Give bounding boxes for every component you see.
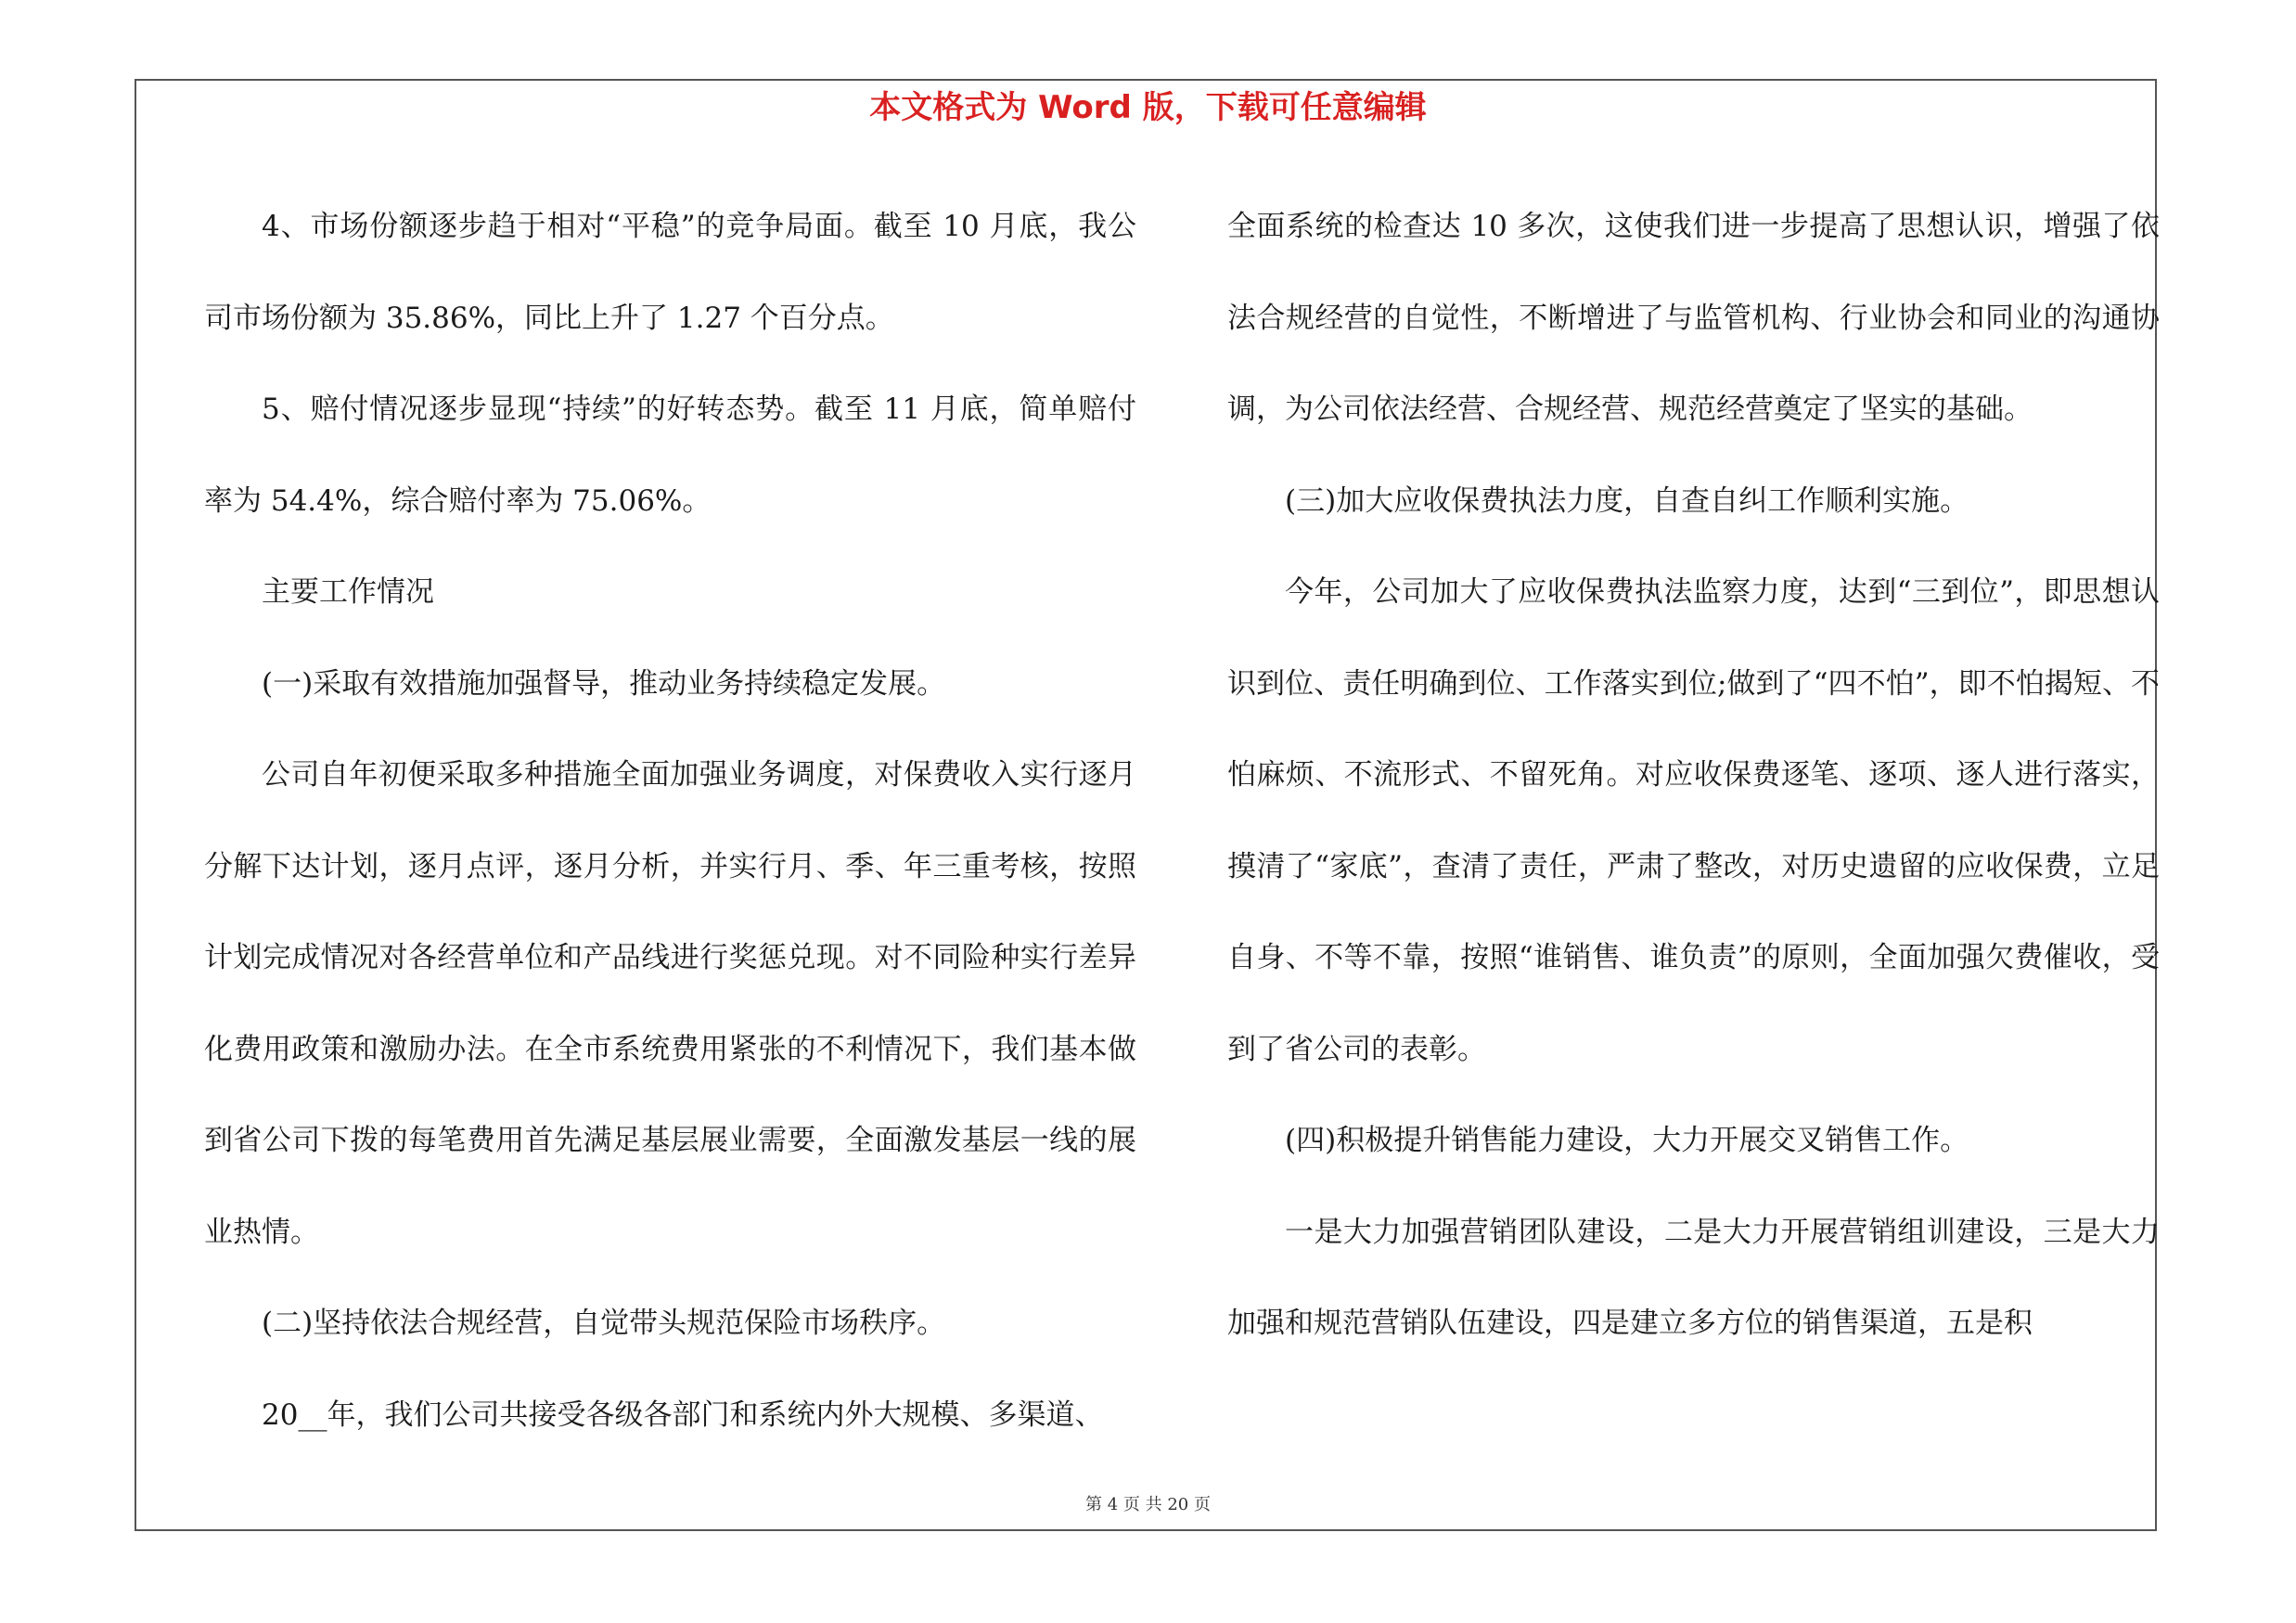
right-text-column (1227, 181, 2160, 1370)
paragraph: 4、市场份额逐步趋于相对“平稳”的竞争局面。截至 10 月底，我公司市场份额为 35.86%，同比上升了 1.27 个百分点。 (204, 210, 1136, 335)
subsection-heading: (二)坚持依法合规经营，自觉带头规范保险市场秩序。 (262, 1307, 946, 1340)
paragraph: 20__年，我们公司共接受各级各部门和系统内外大规模、多渠道、 (262, 1398, 1104, 1432)
left-text-column (204, 181, 1136, 1461)
word-format-banner: 本文格式为 Word 版，下载可任意编辑 (869, 89, 1427, 126)
subsection-heading: (三)加大应收保费执法力度，自查自纠工作顺利实施。 (1285, 483, 1969, 518)
subsection-heading: (一)采取有效措施加强督导，推动业务持续稳定发展。 (262, 666, 946, 701)
subsection-heading: (四)积极提升销售能力建设，大力开展交叉销售工作。 (1285, 1124, 1969, 1157)
paragraph: 今年，公司加大了应收保费执法监察力度，达到“三到位”，即思想认识到位、责任明确到位、工作落实到位;做到了“四不怕”，即不怕揭短、不怕麻烦、不流形式、不留死角。对应收保费逐笔、逐项、逐人进行落实，摸清了“家底”，查清了责任，严肃了整改，对历史遗留的应收保费，立足自身、不等不靠，按照“谁销售、谁负责”的原则，全面加强欠费催收，受到了省公司的表彰。 (1227, 575, 2160, 1066)
paragraph-continuation: 全面系统的检查达 10 多次，这使我们进一步提高了思想认识，增强了依法合规经营的自觉性，不断增进了与监管机构、行业协会和同业的沟通协调，为公司依法经营、合规经营、规范经营奠定了坚实的基础。 (1227, 210, 2160, 426)
paragraph: 一是大力加强营销团队建设，二是大力开展营销组训建设，三是大力加强和规范营销队伍建设，四是建立多方位的销售渠道，五是积 (1227, 1215, 2160, 1340)
section-heading: 主要工作情况 (262, 575, 434, 609)
paragraph: 5、赔付情况逐步显现“持续”的好转态势。截至 11 月底，简单赔付率为 54.4%，综合赔付率为 75.06%。 (204, 393, 1136, 518)
paragraph: 公司自年初便采取多种措施全面加强业务调度，对保费收入实行逐月分解下达计划，逐月点评，逐月分析，并实行月、季、年三重考核，按照计划完成情况对各经营单位和产品线进行奖惩兑现。对不同险种实行差异化费用政策和激励办法。在全市系统费用紧张的不利情况下，我们基本做到省公司下拨的每笔费用首先满足基层展业需要，全面激发基层一线的展业热情。 (204, 758, 1136, 1249)
page-number: 第 4 页 共 20 页 (1085, 1495, 1211, 1514)
